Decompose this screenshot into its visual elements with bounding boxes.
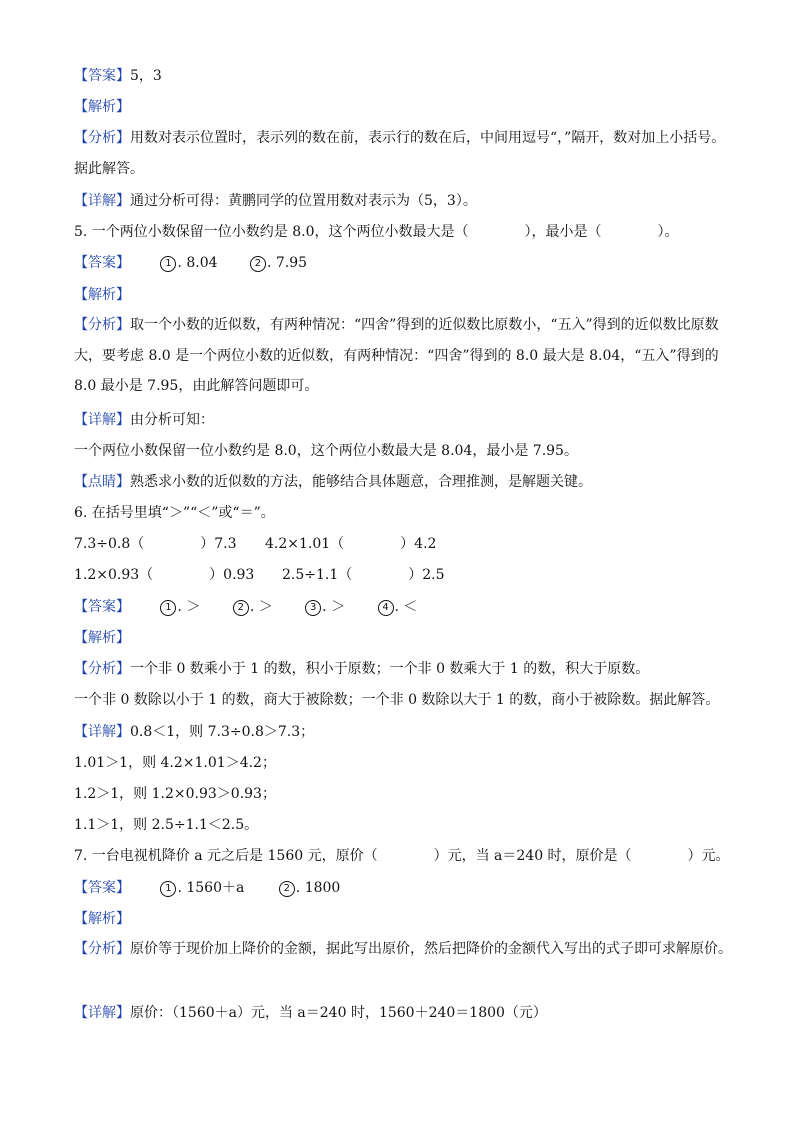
q5-answer-1: 1 . 8.04 — [160, 253, 217, 273]
q6-answer-1: 1 . ＞ — [160, 597, 200, 617]
q5-fenxi — [74, 310, 734, 402]
xiangjie-tag: 【详解】 — [74, 1005, 130, 1021]
q5-xiangjie-line2: 一个两位小数保留一位小数约是 8.0，这个两位小数最大是 8.04，最小是 7.95。 — [74, 443, 578, 459]
fenxi-tag: 【分析】 — [74, 317, 130, 333]
q6-fenxi — [74, 659, 734, 679]
xiangjie-tag: 【详解】 — [74, 193, 130, 209]
q5-xiangjie — [74, 410, 734, 430]
q6-jiexi — [74, 628, 734, 648]
q6-answer-line — [74, 597, 734, 617]
q6-answer-2: 2 . ＞ — [233, 597, 273, 617]
q5-fenxi-text: 取一个小数的近似数，有两种情况：“四舍”得到的近似数比原数小，“五入”得到的近似数比原数大，要考虑 8.0 是一个两位小数的近似数，有两种情况：“四舍”得到的 8.0 最大是 8.04，“五入”得到的 8.0 最小是 7.95，由此解答问题即可。 — [74, 317, 719, 394]
q4-fenxi — [74, 123, 734, 184]
q5-answer-line — [74, 253, 734, 273]
q7-question: 7. 一台电视机降价 a 元之后是 1560 元，原价（ ）元，当 a＝240 时，原价是（ ）元。 — [74, 848, 730, 864]
answer-tag: 【答案】 — [74, 68, 130, 84]
q6-xiangjie-line4: 1.1＞1，则 2.5÷1.1＜2.5。 — [74, 817, 259, 833]
q6-item-4: 2.5÷1.1（ ）2.5 — [282, 567, 445, 583]
q6-item-2: 4.2×1.01（ ）4.2 — [265, 536, 437, 552]
q6-item-1: 7.3÷0.8（ ）7.3 — [74, 536, 237, 552]
q6-xiangjie — [74, 722, 734, 742]
jiexi-tag: 【解析】 — [74, 99, 130, 115]
xiangjie-tag: 【详解】 — [74, 412, 130, 428]
q7-fenxi — [74, 934, 734, 965]
q6-fenxi-line2: 一个非 0 数除以小于 1 的数，商大于被除数；一个非 0 数除以大于 1 的数，商小于被除数。据此解答。 — [74, 692, 720, 708]
jiexi-tag: 【解析】 — [74, 287, 130, 303]
q5-dianjing — [74, 472, 734, 492]
q4-xiangjie — [74, 191, 734, 211]
q4-xiangjie-text: 通过分析可得：黄鹏同学的位置用数对表示为（5，3）。 — [130, 193, 477, 209]
q7-answer-2: 2 . 1800 — [279, 878, 341, 898]
q4-answer-line — [74, 66, 734, 86]
q6-item-3: 1.2×0.93（ ）0.93 — [74, 567, 255, 583]
xiangjie-tag: 【详解】 — [74, 724, 130, 740]
q4-fenxi-text: 用数对表示位置时，表示列的数在前，表示行的数在后，中间用逗号“，”隔开，数对加上小括号。据此解答。 — [74, 130, 726, 177]
q6-answer-3: 3 . ＞ — [305, 597, 345, 617]
q7-xiangjie — [74, 1003, 734, 1023]
fenxi-tag: 【分析】 — [74, 130, 130, 146]
jiexi-tag: 【解析】 — [74, 911, 130, 927]
answer-tag: 【答案】 — [74, 255, 130, 271]
jiexi-tag: 【解析】 — [74, 630, 130, 646]
q6-question: 6. 在括号里填“＞”“＜”或“＝”。 — [74, 505, 275, 521]
q5-jiexi — [74, 285, 734, 305]
dianjing-tag: 【点睛】 — [74, 474, 130, 490]
circled-number: 4 — [378, 600, 394, 616]
answer-tag: 【答案】 — [74, 880, 130, 896]
q4-jiexi — [74, 97, 734, 117]
q7-answer-1: 1 . 1560＋a — [160, 878, 244, 898]
circled-number: 1 — [160, 881, 176, 897]
fenxi-tag: 【分析】 — [74, 941, 130, 957]
q6-fenxi-text: 一个非 0 数乘小于 1 的数，积小于原数；一个非 0 数乘大于 1 的数，积大于原数。 — [130, 661, 650, 677]
q7-xiangjie-text: 原价：（1560＋a）元，当 a＝240 时，1560＋240＝1800（元） — [130, 1005, 547, 1021]
answer-tag: 【答案】 — [74, 599, 130, 615]
q7-answer-line — [74, 878, 734, 898]
q5-answer-2: 2 . 7.95 — [250, 253, 307, 273]
q7-fenxi-text: 原价等于现价加上降价的金额，据此写出原价，然后把降价的金额代入写出的式子即可求解原价。 — [130, 941, 732, 957]
q5-dianjing-text: 熟悉求小数的近似数的方法，能够结合具体题意，合理推测，是解题关键。 — [130, 474, 592, 490]
q6-xiangjie-line2: 1.01＞1，则 4.2×1.01＞4.2； — [74, 755, 276, 771]
circled-number: 1 — [160, 600, 176, 616]
circled-number: 3 — [305, 600, 321, 616]
circled-number: 2 — [279, 881, 295, 897]
circled-number: 2 — [250, 256, 266, 272]
q5-question: 5. 一个两位小数保留一位小数约是 8.0，这个两位小数最大是（ ），最小是（ ）。 — [74, 224, 679, 240]
fenxi-tag: 【分析】 — [74, 661, 130, 677]
q5-xiangjie-text: 由分析可知： — [130, 412, 214, 428]
q6-row1 — [74, 534, 734, 554]
q6-xiangjie-line3: 1.2＞1，则 1.2×0.93＞0.93； — [74, 786, 276, 802]
q4-answer: 5，3 — [130, 68, 162, 84]
q6-answer-4: 4 . ＜ — [378, 597, 418, 617]
q6-row2 — [74, 565, 734, 585]
circled-number: 1 — [160, 256, 176, 272]
q7-jiexi — [74, 909, 734, 929]
circled-number: 2 — [233, 600, 249, 616]
q6-xiangjie-text: 0.8＜1，则 7.3÷0.8＞7.3； — [130, 724, 315, 740]
